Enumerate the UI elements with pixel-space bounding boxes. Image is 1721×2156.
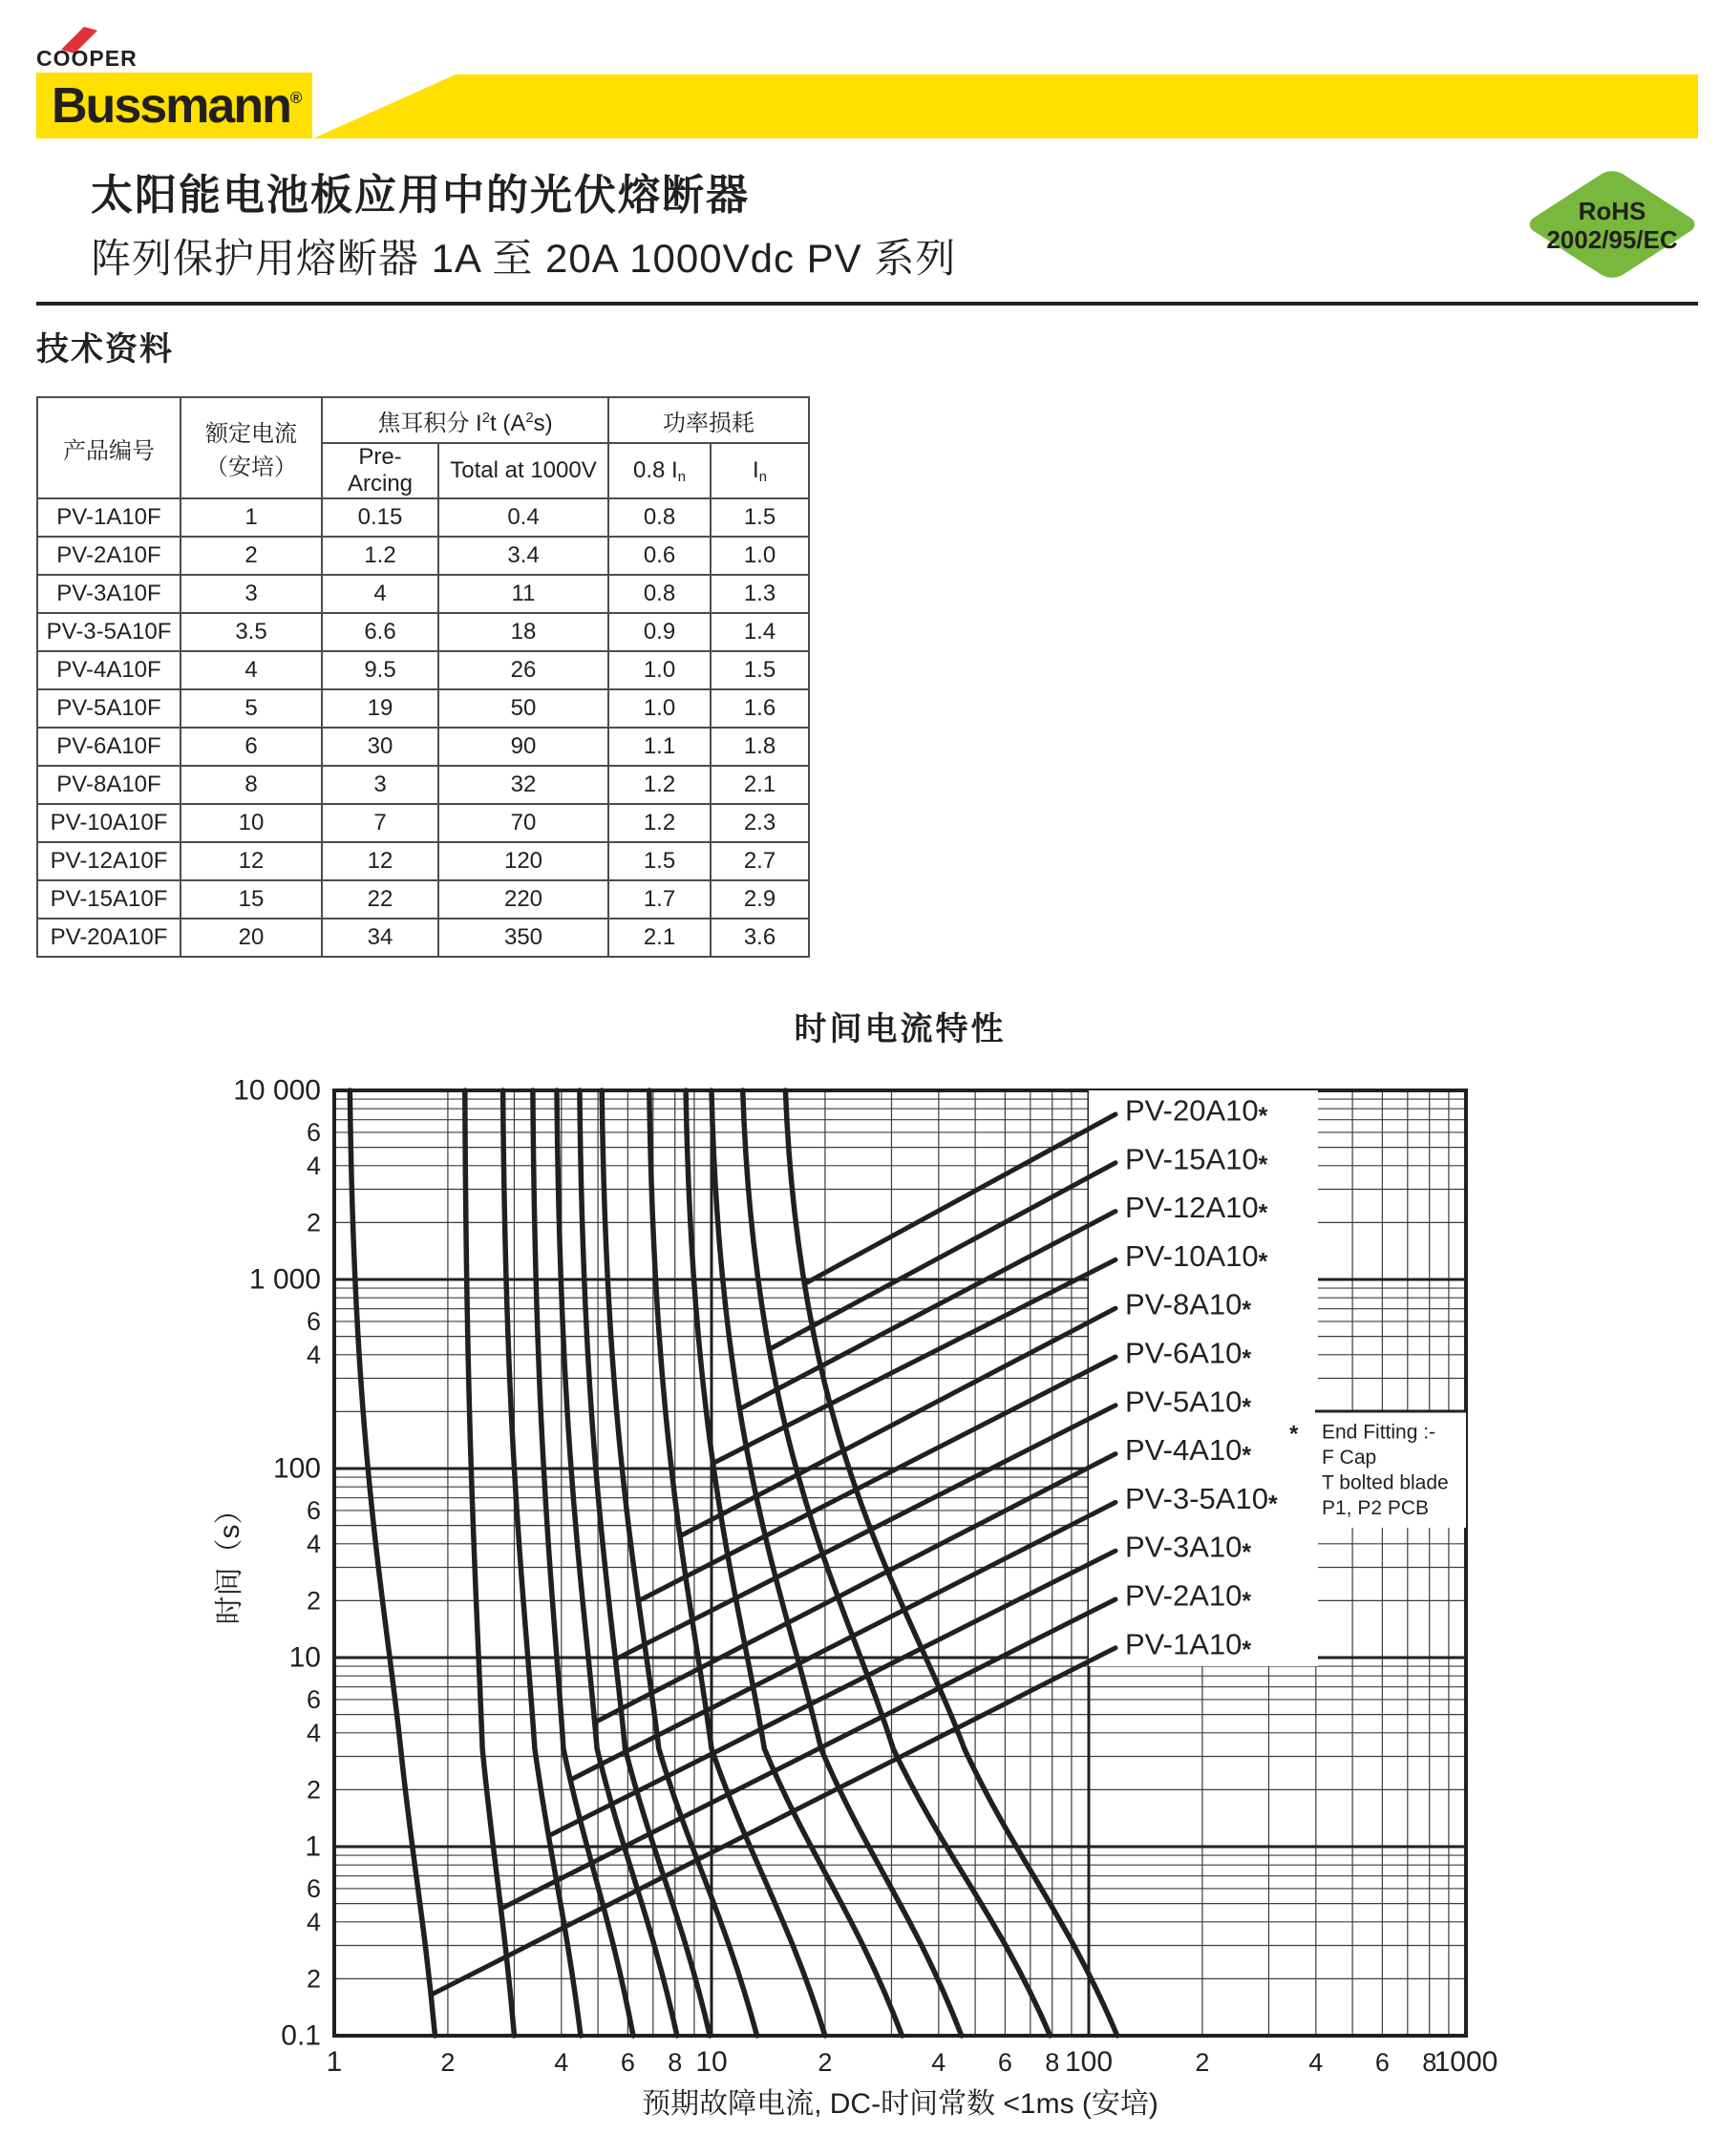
y-tick-label: 4 xyxy=(306,1151,321,1180)
product-code-cell: PV-3-5A10F xyxy=(37,613,181,651)
x-tick-label: 1 xyxy=(326,2045,343,2078)
value-cell: 1.0 xyxy=(608,651,711,689)
chart-title: 时间电流特性 xyxy=(794,1011,1007,1047)
x-tick-label: 2 xyxy=(440,2048,456,2078)
y-tick-label: 100 xyxy=(272,1452,321,1485)
x-tick-label: 6 xyxy=(620,2048,635,2078)
value-cell: 3 xyxy=(322,766,438,804)
value-cell: 19 xyxy=(322,689,438,728)
x-tick-label: 2 xyxy=(1195,2048,1210,2078)
rohs-line1: RoHS xyxy=(1578,197,1647,225)
product-code-cell: PV-6A10F xyxy=(37,728,181,766)
x-tick-label: 4 xyxy=(931,2048,946,2078)
x-tick-label: 6 xyxy=(1374,2048,1390,2078)
leader-line-PV-8A10 xyxy=(680,1308,1115,1536)
value-cell: 4 xyxy=(322,575,438,613)
y-tick-label: 4 xyxy=(306,1718,321,1747)
note-line: F Cap xyxy=(1322,1447,1377,1469)
value-cell: 50 xyxy=(438,689,608,728)
y-axis-title: 时间（s） xyxy=(214,1495,245,1625)
value-cell: 18 xyxy=(438,613,608,651)
product-code-cell: PV-4A10F xyxy=(37,651,181,689)
note-line: P1, P2 PCB xyxy=(1322,1497,1430,1519)
curve-label-PV-8A10: PV-8A10* xyxy=(1125,1287,1252,1324)
y-tick-label: 2 xyxy=(306,1208,321,1237)
y-tick-label: 1 xyxy=(305,1830,321,1863)
curve-label-PV-1A10: PV-1A10* xyxy=(1125,1627,1252,1663)
y-tick-label: 2 xyxy=(306,1775,321,1805)
value-cell: 9.5 xyxy=(322,651,438,689)
value-cell: 1.2 xyxy=(608,766,711,804)
product-code-cell: PV-2A10F xyxy=(37,537,181,575)
value-cell: 4 xyxy=(181,651,322,689)
value-cell: 1.5 xyxy=(608,842,711,880)
fuse-curve-PV-4A10 xyxy=(557,1090,677,2036)
y-tick-label: 6 xyxy=(306,1873,321,1903)
curve-label-PV-20A10: PV-20A10* xyxy=(1125,1093,1268,1130)
value-cell: 1.5 xyxy=(711,651,809,689)
y-tick-label: 6 xyxy=(306,1306,321,1336)
product-code-cell: PV-8A10F xyxy=(37,766,181,804)
x-tick-label: 2 xyxy=(818,2048,833,2078)
curve-label-PV-15A10: PV-15A10* xyxy=(1125,1142,1268,1178)
y-tick-label: 4 xyxy=(306,1907,321,1936)
x-tick-label: 4 xyxy=(1308,2048,1324,2078)
y-tick-label: 10 xyxy=(288,1641,321,1674)
value-cell: 90 xyxy=(438,728,608,766)
col-header-power: 功率损耗 xyxy=(608,397,809,443)
value-cell: 350 xyxy=(438,919,608,957)
value-cell: 1.2 xyxy=(322,537,438,575)
col-header-total: Total at 1000V xyxy=(438,443,608,498)
value-cell: 1.8 xyxy=(711,728,809,766)
value-cell: 15 xyxy=(181,880,322,919)
product-code-cell: PV-12A10F xyxy=(37,842,181,880)
value-cell: 11 xyxy=(438,575,608,613)
value-cell: 12 xyxy=(322,842,438,880)
curve-label-PV-4A10: PV-4A10* xyxy=(1125,1433,1252,1469)
value-cell: 1.5 xyxy=(711,498,809,537)
bussmann-text: Bussmann xyxy=(52,77,290,134)
value-cell: 2 xyxy=(181,537,322,575)
value-cell: 2.3 xyxy=(711,804,809,842)
page-title: 太阳能电池板应用中的光伏熔断器 xyxy=(91,172,750,219)
value-cell: 1.0 xyxy=(608,689,711,728)
value-cell: 2.9 xyxy=(711,880,809,919)
product-code-cell: PV-5A10F xyxy=(37,689,181,728)
value-cell: 3.5 xyxy=(181,613,322,651)
y-tick-label: 6 xyxy=(306,1684,321,1714)
x-tick-label: 6 xyxy=(997,2048,1012,2078)
value-cell: 5 xyxy=(181,689,322,728)
y-tick-label: 1 000 xyxy=(248,1263,321,1296)
value-cell: 34 xyxy=(322,919,438,957)
value-cell: 1.0 xyxy=(711,537,809,575)
value-cell: 3 xyxy=(181,575,322,613)
registered-mark: ® xyxy=(289,88,301,107)
rohs-line2: 2002/95/EC xyxy=(1546,225,1678,254)
value-cell: 1.2 xyxy=(608,804,711,842)
y-tick-label: 2 xyxy=(306,1964,321,1994)
curve-label-PV-2A10: PV-2A10* xyxy=(1125,1578,1252,1615)
x-tick-label: 10 xyxy=(695,2045,728,2078)
curve-label-PV-6A10: PV-6A10* xyxy=(1125,1336,1252,1372)
value-cell: 0.8 xyxy=(608,498,711,537)
section-title: 技术资料 xyxy=(36,331,174,368)
x-tick-label: 8 xyxy=(1045,2048,1060,2078)
curve-label-PV-10A10: PV-10A10* xyxy=(1125,1238,1268,1276)
value-cell: 0.9 xyxy=(608,613,711,651)
x-tick-label: 8 xyxy=(1422,2048,1437,2078)
value-cell: 1 xyxy=(181,498,322,537)
value-cell: 70 xyxy=(438,804,608,842)
value-cell: 20 xyxy=(181,919,322,957)
product-code-cell: PV-10A10F xyxy=(37,804,181,842)
rating-line2: （安培） xyxy=(205,454,297,480)
y-tick-label: 10 000 xyxy=(233,1074,321,1107)
value-cell: 26 xyxy=(438,651,608,689)
fuse-curve-PV-1A10 xyxy=(350,1090,435,2036)
value-cell: 2.1 xyxy=(608,919,711,957)
value-cell: 1.7 xyxy=(608,880,711,919)
value-cell: 1.4 xyxy=(711,613,809,651)
value-cell: 220 xyxy=(438,880,608,919)
col-header-prearcing: Pre-Arcing xyxy=(322,443,438,498)
value-cell: 30 xyxy=(322,728,438,766)
y-tick-label: 4 xyxy=(306,1529,321,1558)
value-cell: 10 xyxy=(181,804,322,842)
x-tick-label: 8 xyxy=(668,2048,683,2078)
col-header-product: 产品编号 xyxy=(37,397,181,498)
value-cell: 22 xyxy=(322,880,438,919)
curve-label-PV-12A10: PV-12A10* xyxy=(1125,1191,1268,1227)
col-header-08in: 0.8 $I_n$ xyxy=(608,443,711,498)
value-cell: 2.1 xyxy=(711,766,809,804)
value-cell: 0.8 xyxy=(608,575,711,613)
y-tick-label: 0.1 xyxy=(281,2019,321,2052)
x-axis-title: 预期故障电流, DC-时间常数 <1ms (安培) xyxy=(642,2088,1158,2120)
value-cell: 120 xyxy=(438,842,608,880)
x-tick-label: 4 xyxy=(554,2048,569,2078)
value-cell: 1.6 xyxy=(711,689,809,728)
value-cell: 32 xyxy=(438,766,608,804)
leader-line-PV-20A10 xyxy=(804,1114,1115,1284)
x-tick-label: 100 xyxy=(1064,2045,1114,2078)
value-cell: 3.4 xyxy=(438,537,608,575)
value-cell: 1.3 xyxy=(711,575,809,613)
leader-line-PV-6A10 xyxy=(639,1357,1116,1601)
curve-label-PV-3-5A10: PV-3-5A10* xyxy=(1125,1481,1278,1518)
y-tick-label: 6 xyxy=(306,1495,321,1525)
y-tick-label: 2 xyxy=(306,1586,321,1616)
value-cell: 7 xyxy=(322,804,438,842)
y-tick-label: 4 xyxy=(306,1340,321,1369)
value-cell: 2.7 xyxy=(711,842,809,880)
col-header-in: $I_n$ xyxy=(711,443,809,498)
note-line: End Fitting :- xyxy=(1322,1421,1436,1444)
product-code-cell: PV-20A10F xyxy=(37,919,181,957)
value-cell: 6 xyxy=(181,728,322,766)
page-subtitle: 阵列保护用熔断器 1A 至 20A 1000Vdc PV 系列 xyxy=(91,236,957,281)
product-code-cell: PV-3A10F xyxy=(37,575,181,613)
note-line: T bolted blade xyxy=(1322,1471,1449,1494)
rating-line1: 额定电流 xyxy=(205,421,297,447)
value-cell: 1.1 xyxy=(608,728,711,766)
value-cell: 0.15 xyxy=(322,498,438,537)
product-code-cell: PV-15A10F xyxy=(37,880,181,919)
value-cell: 6.6 xyxy=(322,613,438,651)
product-code-cell: PV-1A10F xyxy=(37,498,181,537)
x-tick-label: 1000 xyxy=(1434,2045,1498,2078)
curve-label-PV-5A10: PV-5A10* xyxy=(1125,1384,1252,1421)
value-cell: 8 xyxy=(181,766,322,804)
value-cell: 0.6 xyxy=(608,537,711,575)
note-marker: * xyxy=(1289,1421,1299,1448)
value-cell: 3.6 xyxy=(711,919,809,957)
value-cell: 0.4 xyxy=(438,498,608,537)
cooper-wordmark: COOPER xyxy=(36,46,138,71)
curve-label-PV-3A10: PV-3A10* xyxy=(1125,1530,1252,1567)
col-header-joule: 焦耳积分 $I^2t$ $(A^2s)$ xyxy=(322,397,608,443)
value-cell: 12 xyxy=(181,842,322,880)
y-tick-label: 6 xyxy=(306,1117,321,1147)
